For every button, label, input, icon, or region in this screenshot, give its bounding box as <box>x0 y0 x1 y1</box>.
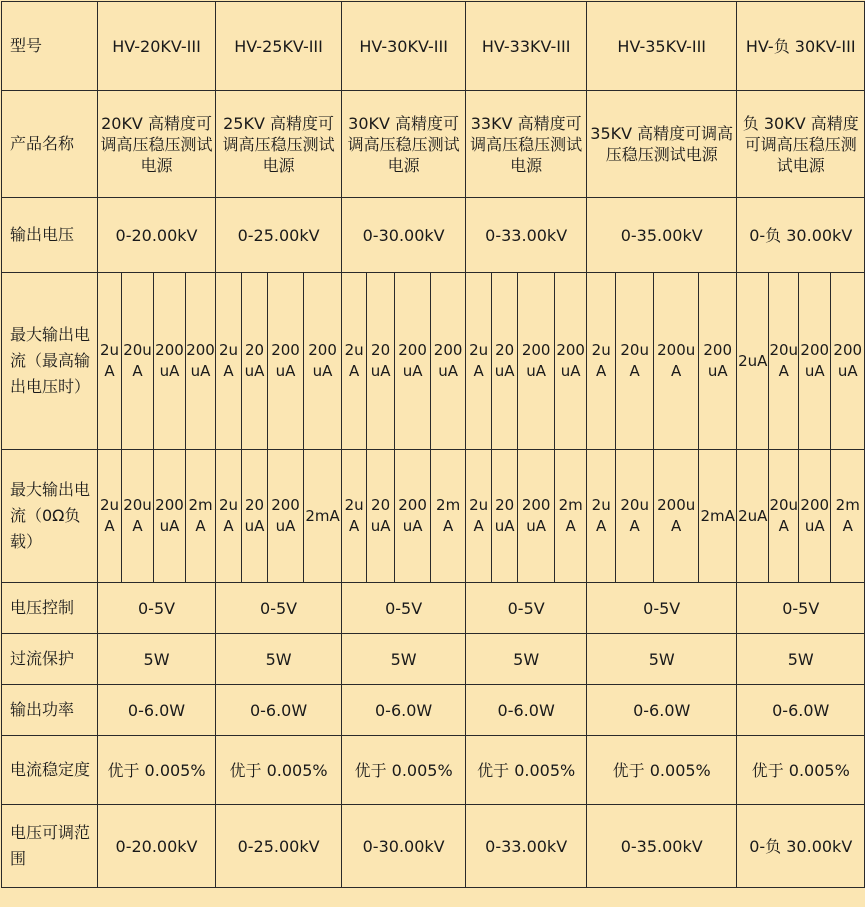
voltage-control-cell: 0-5V <box>98 583 216 634</box>
current-range-cell: 2uA <box>466 450 492 583</box>
current-stability-cell: 优于 0.005% <box>216 736 342 805</box>
current-stability-cell: 优于 0.005% <box>342 736 466 805</box>
current-range-cell: 2mA <box>431 450 466 583</box>
current-range-cell: 20uA <box>122 273 154 450</box>
model-cell: HV-25KV-III <box>216 2 342 91</box>
current-range-cell: 200uA <box>304 273 342 450</box>
current-range-cell: 2uA <box>587 450 616 583</box>
row-label-imax-hv: 最大输出电流（最高输出电压时） <box>2 273 98 450</box>
voltage-range-cell: 0-25.00kV <box>216 805 342 888</box>
output-voltage-cell: 0-负 30.00kV <box>737 198 865 273</box>
voltage-range-cell: 0-负 30.00kV <box>737 805 865 888</box>
row-label-name: 产品名称 <box>2 91 98 198</box>
current-range-cell: 2uA <box>216 273 242 450</box>
voltage-range-cell: 0-20.00kV <box>98 805 216 888</box>
output-voltage-cell: 0-35.00kV <box>587 198 737 273</box>
current-range-cell: 200uA <box>395 450 431 583</box>
output-power-cell: 0-6.0W <box>737 685 865 736</box>
model-cell: HV-33KV-III <box>466 2 587 91</box>
current-range-cell: 20uA <box>616 450 654 583</box>
voltage-range-cell: 0-33.00kV <box>466 805 587 888</box>
output-power-cell: 0-6.0W <box>342 685 466 736</box>
product-name-cell: 30KV 高精度可调高压稳压测试电源 <box>342 91 466 198</box>
overcurrent-protection-cell: 5W <box>737 634 865 685</box>
current-range-cell: 2uA <box>466 273 492 450</box>
current-range-cell: 200uA <box>654 450 699 583</box>
current-range-cell: 200uA <box>555 273 587 450</box>
output-power-cell: 0-6.0W <box>466 685 587 736</box>
current-range-cell: 20uA <box>242 273 268 450</box>
model-cell: HV-20KV-III <box>98 2 216 91</box>
product-name-cell: 25KV 高精度可调高压稳压测试电源 <box>216 91 342 198</box>
current-range-cell: 200uA <box>831 273 865 450</box>
current-range-cell: 20uA <box>492 273 518 450</box>
row-label-vctl: 电压控制 <box>2 583 98 634</box>
current-range-cell: 200uA <box>654 273 699 450</box>
voltage-range-cell: 0-35.00kV <box>587 805 737 888</box>
current-range-cell: 20uA <box>242 450 268 583</box>
row-label-vout: 输出电压 <box>2 198 98 273</box>
current-range-cell: 200uA <box>154 450 186 583</box>
current-range-cell: 200uA <box>518 273 555 450</box>
row-label-ocp: 过流保护 <box>2 634 98 685</box>
current-range-cell: 200uA <box>699 273 737 450</box>
voltage-control-cell: 0-5V <box>587 583 737 634</box>
current-range-cell: 200uA <box>268 273 304 450</box>
product-name-cell: 35KV 高精度可调高压稳压测试电源 <box>587 91 737 198</box>
current-range-cell: 20uA <box>492 450 518 583</box>
output-power-cell: 0-6.0W <box>216 685 342 736</box>
current-range-cell: 2uA <box>342 273 367 450</box>
voltage-control-cell: 0-5V <box>216 583 342 634</box>
voltage-control-cell: 0-5V <box>342 583 466 634</box>
model-cell: HV-30KV-III <box>342 2 466 91</box>
current-range-cell: 2mA <box>831 450 865 583</box>
model-cell: HV-负 30KV-III <box>737 2 865 91</box>
current-range-cell: 2uA <box>737 450 769 583</box>
row-label-pout: 输出功率 <box>2 685 98 736</box>
row-label-imax-0ohm: 最大输出电流（0Ω负载） <box>2 450 98 583</box>
current-stability-cell: 优于 0.005% <box>737 736 865 805</box>
current-range-cell: 200uA <box>799 273 831 450</box>
current-stability-cell: 优于 0.005% <box>466 736 587 805</box>
spec-table <box>1 1 865 888</box>
current-range-cell: 2uA <box>587 273 616 450</box>
product-name-cell: 负 30KV 高精度可调高压稳压测试电源 <box>737 91 865 198</box>
current-range-cell: 20uA <box>367 450 395 583</box>
current-range-cell: 200uA <box>154 273 186 450</box>
output-voltage-cell: 0-33.00kV <box>466 198 587 273</box>
row-label-stab: 电流稳定度 <box>2 736 98 805</box>
voltage-control-cell: 0-5V <box>466 583 587 634</box>
current-range-cell: 20uA <box>769 450 799 583</box>
current-range-cell: 200uA <box>395 273 431 450</box>
current-stability-cell: 优于 0.005% <box>98 736 216 805</box>
output-power-cell: 0-6.0W <box>98 685 216 736</box>
row-label-range: 电压可调范围 <box>2 805 98 888</box>
current-range-cell: 2mA <box>186 450 216 583</box>
current-range-cell: 200uA <box>268 450 304 583</box>
voltage-control-cell: 0-5V <box>737 583 865 634</box>
current-range-cell: 20uA <box>367 273 395 450</box>
current-range-cell: 20uA <box>122 450 154 583</box>
current-range-cell: 200uA <box>518 450 555 583</box>
current-range-cell: 2uA <box>98 450 122 583</box>
current-range-cell: 2uA <box>216 450 242 583</box>
current-range-cell: 20uA <box>616 273 654 450</box>
overcurrent-protection-cell: 5W <box>216 634 342 685</box>
current-stability-cell: 优于 0.005% <box>587 736 737 805</box>
current-range-cell: 200uA <box>799 450 831 583</box>
model-cell: HV-35KV-III <box>587 2 737 91</box>
output-voltage-cell: 0-30.00kV <box>342 198 466 273</box>
voltage-range-cell: 0-30.00kV <box>342 805 466 888</box>
current-range-cell: 200uA <box>186 273 216 450</box>
current-range-cell: 2uA <box>737 273 769 450</box>
overcurrent-protection-cell: 5W <box>587 634 737 685</box>
product-name-cell: 33KV 高精度可调高压稳压测试电源 <box>466 91 587 198</box>
current-range-cell: 2mA <box>555 450 587 583</box>
overcurrent-protection-cell: 5W <box>98 634 216 685</box>
overcurrent-protection-cell: 5W <box>342 634 466 685</box>
current-range-cell: 20uA <box>769 273 799 450</box>
current-range-cell: 2mA <box>699 450 737 583</box>
current-range-cell: 2uA <box>342 450 367 583</box>
output-voltage-cell: 0-25.00kV <box>216 198 342 273</box>
overcurrent-protection-cell: 5W <box>466 634 587 685</box>
output-voltage-cell: 0-20.00kV <box>98 198 216 273</box>
row-label-model: 型号 <box>2 2 98 91</box>
current-range-cell: 200uA <box>431 273 466 450</box>
output-power-cell: 0-6.0W <box>587 685 737 736</box>
current-range-cell: 2mA <box>304 450 342 583</box>
product-name-cell: 20KV 高精度可调高压稳压测试电源 <box>98 91 216 198</box>
current-range-cell: 2uA <box>98 273 122 450</box>
